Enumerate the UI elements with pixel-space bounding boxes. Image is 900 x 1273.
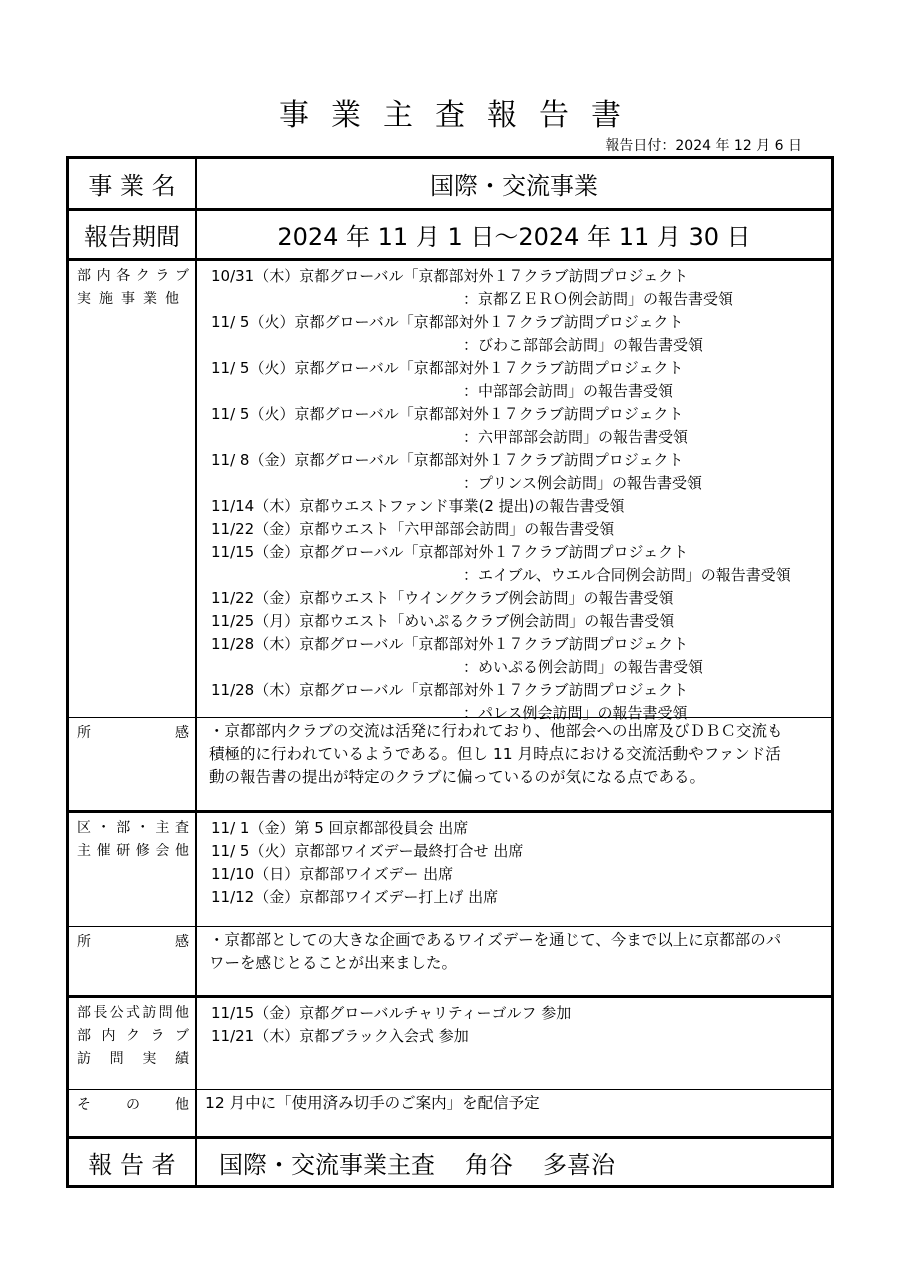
business-name-row xyxy=(69,159,831,208)
label-char: 問 xyxy=(109,1051,124,1067)
label-char: 催 xyxy=(96,843,111,859)
club-activities-label-line1 xyxy=(77,265,189,288)
label-char: 業 xyxy=(143,291,157,307)
label-char: 績 xyxy=(174,1051,189,1067)
business-name-value: 国際・交流事業 xyxy=(430,172,598,200)
period-label: 報告期間 xyxy=(69,211,197,258)
label-char: 内 xyxy=(101,1028,116,1044)
entry-line: 11/25（月）京都ウエスト「めいぷるクラブ例会訪問」の報告書受領 xyxy=(211,612,675,630)
impression1-label-chars xyxy=(77,722,189,745)
other-row xyxy=(69,1089,831,1136)
document-title: 事業主査報告書 xyxy=(279,98,643,133)
label-char: ・ xyxy=(135,820,150,836)
reporter-surname: 角谷 xyxy=(465,1150,513,1179)
impression2-label xyxy=(69,927,197,995)
paragraph-line: 積極的に行われているようである。但し 11 月時点における交流活動やファンド活 xyxy=(209,745,781,763)
entry-line: 11/14（木）京都ウエストファンド事業(2 提出)の報告書受領 xyxy=(211,497,625,515)
label-char: ク xyxy=(126,1028,140,1044)
label-char: 修 xyxy=(135,843,150,859)
district-events-label xyxy=(69,813,197,926)
impression1-text xyxy=(197,718,831,810)
entry-continuation: ：中部部会訪問」の報告書受領 xyxy=(463,382,674,400)
label-char: 他 xyxy=(174,843,189,859)
impression2-text xyxy=(197,927,831,995)
other-label xyxy=(69,1090,197,1136)
label-char: ラ xyxy=(155,268,170,284)
reporter-row xyxy=(69,1136,831,1185)
label-char: 実 xyxy=(77,291,91,307)
club-activities-label xyxy=(69,261,197,717)
label-char: 他 xyxy=(174,1005,189,1021)
club-activities-label-line2 xyxy=(77,288,189,311)
label-char: 式 xyxy=(125,1005,140,1021)
label-char: 内 xyxy=(96,268,111,284)
paragraph-line: ・京都部内クラブの交流は活発に行われており、他部会への出席及びＤＢＣ交流も xyxy=(209,722,783,740)
entry-continuation: ：京都ＺＥＲＯ例会訪問」の報告書受領 xyxy=(463,290,734,308)
entry-line: 11/ 8（金）京都グローバル「京都部対外１７クラブ訪問プロジェクト xyxy=(211,451,684,469)
label-char: 各 xyxy=(116,268,131,284)
label-char: 問 xyxy=(158,1005,173,1021)
reporter-label: 報 告 者 xyxy=(69,1139,197,1185)
entry-line: 11/15（金）京都グローバル「京都部対外１７クラブ訪問プロジェクト xyxy=(211,543,689,561)
label-char: 長 xyxy=(93,1005,108,1021)
district-events-label-line2 xyxy=(77,840,189,863)
entry-line: 11/ 5（火）京都グローバル「京都部対外１７クラブ訪問プロジェクト xyxy=(211,405,684,423)
label-char: 訪 xyxy=(142,1005,157,1021)
label-char: 所 xyxy=(77,725,91,741)
entry-line: 11/28（木）京都グローバル「京都部対外１７クラブ訪問プロジェクト xyxy=(211,681,689,699)
entry-line: 11/ 5（火）京都グローバル「京都部対外１７クラブ訪問プロジェクト xyxy=(211,313,684,331)
entry-line: 11/22（金）京都ウエスト「六甲部部会訪問」の報告書受領 xyxy=(211,520,615,538)
label-char: ・ xyxy=(96,820,111,836)
label-char: 施 xyxy=(99,291,113,307)
label-char: 実 xyxy=(142,1051,157,1067)
official-visits-label xyxy=(69,998,197,1089)
period-value: 2024 年 11 月 1 日〜2024 年 11 月 30 日 xyxy=(277,223,751,251)
impression1-label xyxy=(69,718,197,810)
label-char: の xyxy=(126,1097,140,1113)
label-char: そ xyxy=(77,1097,91,1113)
label-char: ラ xyxy=(150,1028,165,1044)
entry-line: 11/15（金）京都グローバルチャリティーゴルフ 参加 xyxy=(211,1004,572,1022)
entry-line: 11/21（木）京都ブラック入会式 参加 xyxy=(211,1027,469,1045)
report-table xyxy=(66,156,834,1188)
other-label-chars xyxy=(77,1094,189,1117)
official-visits-label-line2 xyxy=(77,1025,189,1048)
label-char: 主 xyxy=(155,820,170,836)
label-char: 部 xyxy=(77,1005,91,1021)
label-char: ク xyxy=(135,268,150,284)
label-char: 他 xyxy=(165,291,179,307)
entry-line: 11/ 5（火）京都部ワイズデー最終打合せ 出席 xyxy=(211,842,524,860)
label-char: 査 xyxy=(174,820,189,836)
label-char: 感 xyxy=(175,725,189,741)
entry-line: 11/ 1（金）第 5 回京都部役員会 出席 xyxy=(211,819,469,837)
label-char: 部 xyxy=(116,820,131,836)
impression2-row xyxy=(69,926,831,995)
label-char: 感 xyxy=(175,934,189,950)
official-visits-label-line1 xyxy=(77,1002,189,1025)
label-char: 公 xyxy=(109,1005,124,1021)
entry-continuation: ：パレス例会訪問」の報告書受領 xyxy=(463,704,688,722)
entry-line: 11/22（金）京都ウエスト「ウイングクラブ例会訪問」の報告書受領 xyxy=(211,589,674,607)
paragraph-line: 動の報告書の提出が特定のクラブに偏っているのが気になる点である。 xyxy=(209,768,706,786)
label-char: 会 xyxy=(155,843,170,859)
official-visits-label-line3 xyxy=(77,1048,189,1071)
entry-continuation: ：エイブル、ウエル合同例会訪問」の報告書受領 xyxy=(463,566,791,584)
reporter-given-name: 多喜治 xyxy=(543,1150,615,1179)
entry-line: 10/31（木）京都グローバル「京都部対外１７クラブ訪問プロジェクト xyxy=(211,267,689,285)
report-date: 報告日付：2024 年 12 月 6 日 xyxy=(605,138,802,154)
label-char: 区 xyxy=(77,820,91,836)
label-char: 研 xyxy=(116,843,131,859)
entry-line: 11/12（金）京都部ワイズデー打上げ 出席 xyxy=(211,888,499,906)
label-char: ブ xyxy=(175,1028,189,1044)
period-row xyxy=(69,208,831,258)
impression2-label-chars xyxy=(77,931,189,954)
club-activities-list xyxy=(197,261,831,722)
entry-continuation: ：びわこ部部会訪問」の報告書受領 xyxy=(463,336,704,354)
entry-continuation: ：六甲部部会訪問」の報告書受領 xyxy=(463,428,689,446)
district-events-list xyxy=(197,813,831,926)
official-visits-row xyxy=(69,995,831,1089)
label-char: 主 xyxy=(77,843,91,859)
reporter-role: 国際・交流事業主査 xyxy=(219,1150,435,1179)
entry-line: 11/28（木）京都グローバル「京都部対外１７クラブ訪問プロジェクト xyxy=(211,635,689,653)
official-visits-list xyxy=(197,998,831,1089)
reporter-value xyxy=(197,1139,831,1185)
entry-continuation: ：プリンス例会訪問」の報告書受領 xyxy=(463,474,702,492)
label-char: 部 xyxy=(77,1028,91,1044)
district-events-label-line1 xyxy=(77,817,189,840)
club-activities-row xyxy=(69,258,831,722)
label-char: 訪 xyxy=(77,1051,91,1067)
district-events-row xyxy=(69,810,831,926)
business-name-label: 事 業 名 xyxy=(69,159,197,208)
label-char: 部 xyxy=(77,268,91,284)
label-char: 事 xyxy=(121,291,135,307)
entry-continuation: ：めいぷる例会訪問」の報告書受領 xyxy=(463,658,704,676)
paragraph-line: ・京都部としての大きな企画であるワイズデーを通じて、今まで以上に京都部のパ xyxy=(209,931,782,949)
entry-line: 11/ 5（火）京都グローバル「京都部対外１７クラブ訪問プロジェクト xyxy=(211,359,684,377)
other-text: 12 月中に「使用済み切手のご案内」を配信予定 xyxy=(205,1094,540,1112)
entry-line: 11/10（日）京都部ワイズデー 出席 xyxy=(211,865,454,883)
label-char: ブ xyxy=(174,268,189,284)
impression1-row xyxy=(69,717,831,810)
label-char: 所 xyxy=(77,934,91,950)
label-char: 他 xyxy=(175,1097,189,1113)
paragraph-line: ワーを感じとることが出来ました。 xyxy=(209,954,458,972)
